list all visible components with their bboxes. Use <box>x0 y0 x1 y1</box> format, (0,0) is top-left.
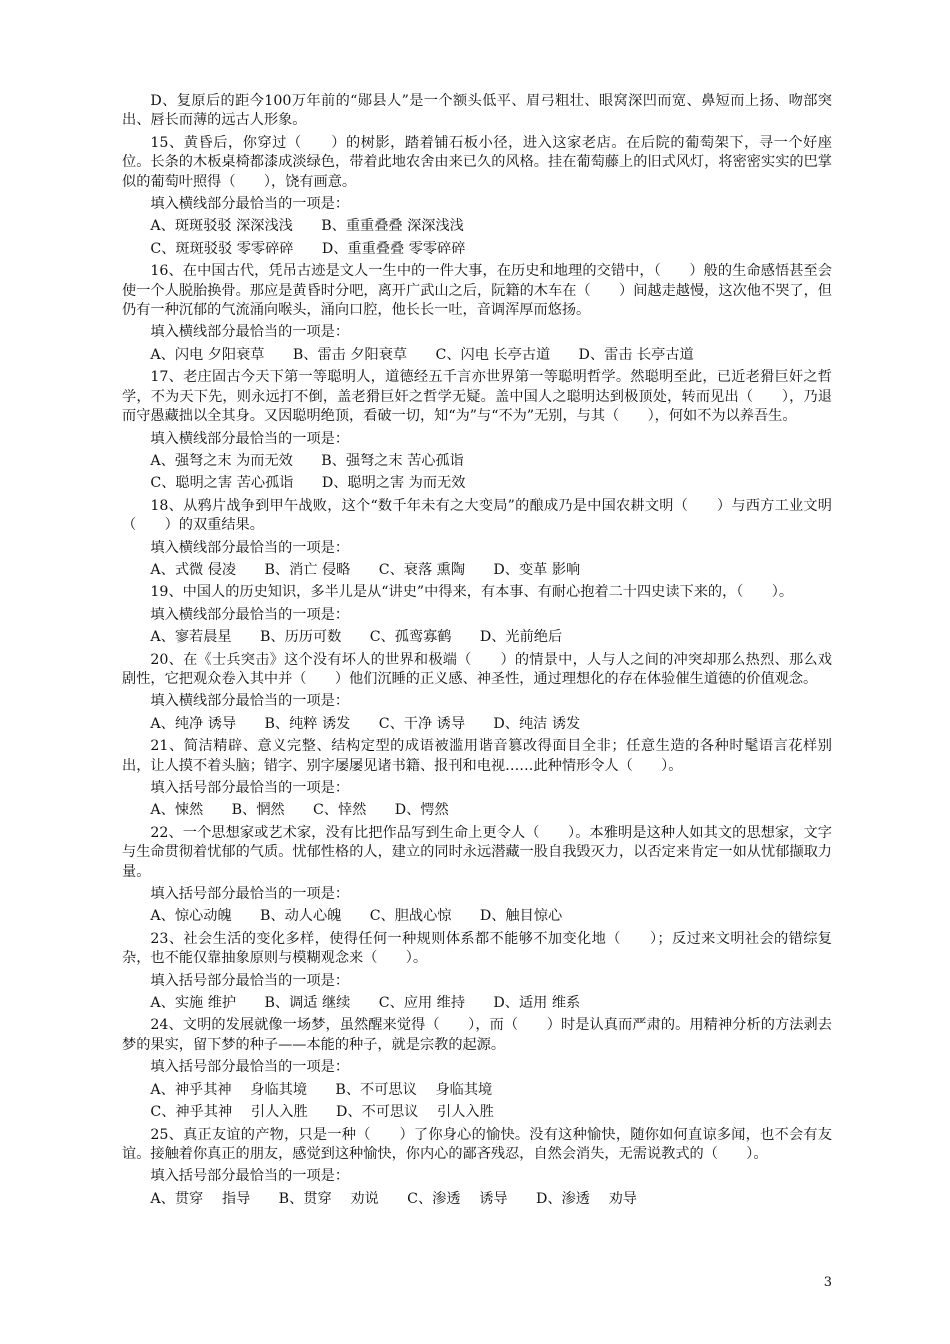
answer-options: C、神乎其神 引人入胜 D、不可思议 引人入胜 <box>150 1104 494 1121</box>
paragraph: 填入横线部分最恰当的一项是： <box>150 606 350 623</box>
paragraph: 19、中国人的历史知识，多半儿是从“讲史”中得来，有本事、有耐心抱着二十四史读下来的，（ ）。 <box>150 584 794 601</box>
answer-options: A、神乎其神 身临其境 B、不可思议 身临其境 <box>150 1081 493 1098</box>
paragraph: 填入横线部分最恰当的一项是： <box>150 324 350 341</box>
paragraph: 填入横线部分最恰当的一项是： <box>150 539 350 556</box>
page-content <box>122 92 832 1212</box>
answer-options: A、式微 侵凌 B、消亡 侵略 C、衰落 熏陶 D、变革 影响 <box>150 561 581 578</box>
paragraph: 15、黄昏后，你穿过（ ）的树影，踏着铺石板小径，进入这家老店。在后院的葡萄架下，寻一个好座位。长条的木板桌椅都漆成淡绿色，带着此地农舍由来已久的风格。挂在葡萄藤上的旧式风灯，将密密实实的巴掌似的葡萄叶照得（ ），饶有画意。 <box>122 134 832 190</box>
paragraph: 填入括号部分最恰当的一项是： <box>150 1059 350 1076</box>
paragraph: 填入括号部分最恰当的一项是： <box>150 780 350 796</box>
answer-options: A、闪电 夕阳衰草 B、雷击 夕阳衰草 C、闪电 长亭古道 D、雷击 长亭古道 <box>150 346 694 363</box>
answer-options: C、斑斑驳驳 零零碎碎 D、重重叠叠 零零碎碎 <box>150 240 466 257</box>
answer-options: A、强弩之末 为而无效 B、强弩之末 苦心孤诣 <box>150 452 464 469</box>
answer-options: A、贯穿 指导 B、贯穿 劝说 C、渗透 诱导 D、渗透 劝导 <box>150 1190 637 1207</box>
answer-options: A、纯净 诱导 B、纯粹 诱发 C、干净 诱导 D、纯洁 诱发 <box>150 715 581 732</box>
paragraph: 填入括号部分最恰当的一项是： <box>150 972 350 989</box>
paragraph: 20、在《士兵突击》这个没有坏人的世界和极端（ ）的情景中，人与人之间的冲突却那么热烈、那么戏剧性，它把观众卷入其中并（ ）他们沉睡的正义感、神圣性，通过理想化的存在体验催生道德的价值观念。 <box>122 651 832 687</box>
paragraph: 填入横线部分最恰当的一项是： <box>150 196 350 213</box>
answer-options: A、惊心动魄 B、动人心魄 C、胆战心惊 D、触目惊心 <box>150 908 563 925</box>
paragraph: 填入横线部分最恰当的一项是： <box>150 430 350 447</box>
paragraph: D、复原后的距今100万年前的“郧县人”是一个额头低平、眉弓粗壮、眼窝深凹而宽、鼻短而上扬、吻部突出、唇长而薄的远古人形象。 <box>122 93 832 129</box>
page-number: 3 <box>823 1275 832 1290</box>
paragraph: 18、从鸦片战争到甲午战败，这个“数千年未有之大变局”的酿成乃是中国农耕文明（ ）与西方工业文明（ ）的双重结果。 <box>122 497 832 534</box>
paragraph: 24、文明的发展就像一场梦，虽然醒来觉得（ ），而（ ）时是认真而严肃的。用精神分析的方法剥去梦的果实，留下梦的种子——本能的种子，就是宗教的起源。 <box>122 1017 832 1053</box>
paragraph: 17、老庄固古今天下第一等聪明人，道德经五千言亦世界第一等聪明哲学。然聪明至此，已近老猾巨奸之哲学，不为天下先，则永远打不倒，盖老猾巨奸之哲学无疑。盖中国人之聪明达到极顶处，转而见出（ ），乃退而守愚藏拙以全其身。又因聪明绝顶，看破一切，知“为”与“不为”无别，与其（ ），何如不为以养吾生。 <box>122 369 832 425</box>
paragraph: 22、一个思想家或艺术家，没有比把作品写到生命上更令人（ ）。本雅明是这种人如其文的思想家，文字与生命贯彻着忧郁的气质。忧郁性格的人，建立的同时永远潜藏一股自我毁灭力，以否定来肯定一如从忧郁撷取力量。 <box>122 824 832 880</box>
paragraph: 23、社会生活的变化多样，使得任何一种规则体系都不能够不加变化地（ ）；反过来文明社会的错综复杂，也不能仅靠抽象原则与模糊观念来（ ）。 <box>122 930 832 967</box>
answer-options: A、悚然 B、惘然 C、悻然 D、愕然 <box>150 802 449 819</box>
answer-options: A、寥若晨星 B、历历可数 C、孤鸾寡鹤 D、光前绝后 <box>150 629 563 646</box>
paragraph: 25、真正友谊的产物，只是一种（ ）了你身心的愉快。没有这种愉快，随你如何直谅多闻，也不会有友谊。接触着你真正的朋友，感觉到这种愉快，你内心的鄙吝残忍，自然会消失，无需说教式的（ ）。 <box>122 1126 832 1162</box>
paragraph: 填入括号部分最恰当的一项是： <box>150 1168 350 1185</box>
answer-options: A、斑斑驳驳 深深浅浅 B、重重叠叠 深深浅浅 <box>150 218 464 235</box>
paragraph: 16、在中国古代，凭吊古迹是文人一生中的一件大事，在历史和地理的交错中，（ ）般的生命感悟甚至会使一个人脱胎换骨。那应是黄昏时分吧，离开广武山之后，阮籍的木车在（ ）间越走越慢，这次他不哭了，但仍有一种沉郁的气流涌向喉头，涌向口腔，他长长一吐，音调浑厚而悠扬。 <box>122 263 832 319</box>
paragraph: 21、简洁精辟、意义完整、结构定型的成语被滥用谐音篡改得面目全非；任意生造的各种时髦语言花样别出，让人摸不着头脑；错字、别字屡屡见诸书籍、报刊和电视……此种情形令人（ ）。 <box>122 738 832 774</box>
answer-options: A、实施 维护 B、调适 继续 C、应用 维持 D、适用 维系 <box>150 995 581 1012</box>
answer-options: C、聪明之害 苦心孤诣 D、聪明之害 为而无效 <box>150 475 466 492</box>
paragraph: 填入括号部分最恰当的一项是： <box>150 886 350 903</box>
paragraph: 填入横线部分最恰当的一项是： <box>150 693 350 710</box>
